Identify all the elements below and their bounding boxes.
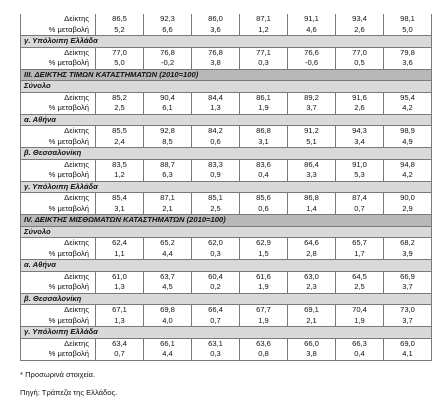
table-cell: 4,4 [144, 249, 192, 260]
footnote-source: Πηγή: Τράπεζα της Ελλάδος. [20, 388, 118, 397]
row-label: % μεταβολή [21, 58, 96, 69]
subsection-title: α. Αθήνα [21, 260, 432, 272]
row-label: Δείκτης [21, 238, 96, 249]
table-cell: 83,3 [192, 159, 240, 170]
table-row [21, 338, 432, 349]
row-label: % μεταβολή [21, 249, 96, 260]
table-cell: 60,4 [192, 271, 240, 282]
table-cell: 1,2 [240, 25, 288, 36]
table-cell: 86,1 [240, 92, 288, 103]
row-label: Δείκτης [21, 47, 96, 58]
table-cell: 1,1 [96, 249, 144, 260]
table-cell: 0,6 [192, 137, 240, 148]
table-row [21, 170, 432, 181]
table-cell: 0,7 [192, 316, 240, 327]
table-cell: 86,8 [288, 193, 336, 204]
table-cell: 5,0 [96, 58, 144, 69]
table-row [21, 92, 432, 103]
table-row [21, 58, 432, 69]
table-cell: 67,1 [96, 305, 144, 316]
section-title: IV. ΔΕΙΚΤΗΣ ΜΙΣΘΩΜΑΤΩΝ ΚΑΤΑΣΤΗΜΑΤΩΝ (2010=100) [21, 215, 432, 227]
table-cell: 77,1 [240, 47, 288, 58]
table-row [21, 14, 432, 25]
row-label: Δείκτης [21, 338, 96, 349]
table-cell: 68,2 [384, 238, 432, 249]
row-label: % μεταβολή [21, 170, 96, 181]
table-cell: 1,5 [240, 249, 288, 260]
row-label: % μεταβολή [21, 349, 96, 360]
table-cell: 3,7 [384, 316, 432, 327]
table-cell: 4,9 [384, 137, 432, 148]
table-cell: 85,6 [240, 193, 288, 204]
table-cell: 2,1 [144, 204, 192, 215]
table-cell: 86,5 [96, 14, 144, 25]
table-cell: 0,8 [240, 349, 288, 360]
table-cell: 84,4 [192, 92, 240, 103]
table-cell: 66,1 [144, 338, 192, 349]
table-cell: 1,4 [288, 204, 336, 215]
table-cell: 6,6 [144, 25, 192, 36]
subsection-header [21, 293, 432, 305]
table-cell: 67,7 [240, 305, 288, 316]
table-cell: 93,4 [336, 14, 384, 25]
table-cell: 63,0 [288, 271, 336, 282]
table-cell: 77,0 [96, 47, 144, 58]
table-cell: 6,3 [144, 170, 192, 181]
table-cell: 69,0 [384, 338, 432, 349]
table-cell: 0,5 [336, 58, 384, 69]
table-row [21, 126, 432, 137]
table-cell: 3,8 [192, 58, 240, 69]
subsection-title: Σύνολο [21, 81, 432, 93]
subsection-header [21, 260, 432, 272]
table-row [21, 305, 432, 316]
subsection-title: Σύνολο [21, 226, 432, 238]
table-cell: 2,8 [288, 249, 336, 260]
subsection-header [21, 226, 432, 238]
row-label: Δείκτης [21, 14, 96, 25]
table-cell: 84,2 [192, 126, 240, 137]
subsection-header [21, 181, 432, 193]
table-cell: 98,9 [384, 126, 432, 137]
table-cell: 95,4 [384, 92, 432, 103]
table-row [21, 47, 432, 58]
table-cell: 90,0 [384, 193, 432, 204]
table-cell: 87,1 [240, 14, 288, 25]
table-cell: 0,6 [240, 204, 288, 215]
subsection-title: γ. Υπόλοιπη Ελλάδα [21, 36, 432, 48]
subsection-header [21, 327, 432, 339]
table-cell: 1,7 [336, 249, 384, 260]
table-cell: 61,0 [96, 271, 144, 282]
table-cell: 70,4 [336, 305, 384, 316]
section-header [21, 69, 432, 81]
table-cell: 0,3 [240, 58, 288, 69]
table-cell: 64,5 [336, 271, 384, 282]
table-cell: 98,1 [384, 14, 432, 25]
table-cell: 92,8 [144, 126, 192, 137]
table-cell: 63,6 [240, 338, 288, 349]
row-label: % μεταβολή [21, 316, 96, 327]
section-title: III. ΔΕΙΚΤΗΣ ΤΙΜΩΝ ΚΑΤΑΣΤΗΜΑΤΩΝ (2010=100) [21, 69, 432, 81]
subsection-header [21, 114, 432, 126]
table-cell: 5,2 [96, 25, 144, 36]
table-cell: 2,5 [336, 282, 384, 293]
table-cell: 1,3 [192, 103, 240, 114]
table-cell: 85,1 [192, 193, 240, 204]
table-cell: 73,0 [384, 305, 432, 316]
table-cell: 65,7 [336, 238, 384, 249]
table-cell: 4,0 [144, 316, 192, 327]
row-label: Δείκτης [21, 305, 96, 316]
table-cell: 64,6 [288, 238, 336, 249]
section-header [21, 215, 432, 227]
table-row [21, 103, 432, 114]
table-cell: 0,2 [192, 282, 240, 293]
table-cell: 86,4 [288, 159, 336, 170]
table-row [21, 271, 432, 282]
table-cell: 3,1 [240, 137, 288, 148]
table-row [21, 282, 432, 293]
table-cell: 0,7 [336, 204, 384, 215]
table-row [21, 349, 432, 360]
table-cell: 69,1 [288, 305, 336, 316]
table-cell: 0,7 [96, 349, 144, 360]
row-label: % μεταβολή [21, 137, 96, 148]
table-cell: 3,6 [192, 25, 240, 36]
table-cell: 1,9 [240, 103, 288, 114]
table-cell: 62,4 [96, 238, 144, 249]
table-cell: 4,6 [288, 25, 336, 36]
table-cell: 63,1 [192, 338, 240, 349]
table-cell: 1,3 [96, 282, 144, 293]
table-cell: 61,6 [240, 271, 288, 282]
table-row [21, 238, 432, 249]
table-cell: 2,5 [192, 204, 240, 215]
table-cell: 66,9 [384, 271, 432, 282]
table-cell: 1,2 [96, 170, 144, 181]
table-row [21, 316, 432, 327]
table-cell: 86,0 [192, 14, 240, 25]
table-cell: 65,2 [144, 238, 192, 249]
table-cell: 76,6 [288, 47, 336, 58]
table-cell: 69,8 [144, 305, 192, 316]
table-cell: 0,3 [192, 249, 240, 260]
table-cell: 3,4 [336, 137, 384, 148]
subsection-title: α. Αθήνα [21, 114, 432, 126]
table-cell: 5,1 [288, 137, 336, 148]
table-cell: -0,6 [288, 58, 336, 69]
table-cell: 1,3 [96, 316, 144, 327]
table-cell: 87,1 [144, 193, 192, 204]
table-cell: 0,3 [192, 349, 240, 360]
table-cell: 1,9 [336, 316, 384, 327]
table-cell: 3,6 [384, 58, 432, 69]
table-cell: 66,4 [192, 305, 240, 316]
table-cell: 92,3 [144, 14, 192, 25]
table-cell: -0,2 [144, 58, 192, 69]
table-row [21, 193, 432, 204]
table-cell: 76,8 [144, 47, 192, 58]
table-cell: 85,2 [96, 92, 144, 103]
table-cell: 0,9 [192, 170, 240, 181]
row-label: Δείκτης [21, 193, 96, 204]
table-cell: 4,2 [384, 103, 432, 114]
table-cell: 2,5 [96, 103, 144, 114]
table-cell: 91,1 [288, 14, 336, 25]
table-cell: 3,7 [384, 282, 432, 293]
table-cell: 62,9 [240, 238, 288, 249]
table-cell: 2,6 [336, 103, 384, 114]
table-row [21, 25, 432, 36]
subsection-header [21, 81, 432, 93]
table-cell: 85,5 [96, 126, 144, 137]
table-cell: 77,0 [336, 47, 384, 58]
row-label: Δείκτης [21, 126, 96, 137]
table-row [21, 137, 432, 148]
table-cell: 90,4 [144, 92, 192, 103]
table-cell: 66,3 [336, 338, 384, 349]
table-cell: 2,1 [288, 316, 336, 327]
table-cell: 88,7 [144, 159, 192, 170]
row-label: % μεταβολή [21, 282, 96, 293]
table-cell: 3,8 [288, 349, 336, 360]
row-label: % μεταβολή [21, 25, 96, 36]
table-cell: 3,3 [288, 170, 336, 181]
subsection-header [21, 148, 432, 160]
table-cell: 4,4 [144, 349, 192, 360]
subsection-title: γ. Υπόλοιπη Ελλάδα [21, 181, 432, 193]
table-cell: 0,4 [240, 170, 288, 181]
table-cell: 4,5 [144, 282, 192, 293]
subsection-header [21, 36, 432, 48]
row-label: Δείκτης [21, 92, 96, 103]
subsection-title: β. Θεσσαλονίκη [21, 148, 432, 160]
table-cell: 66,0 [288, 338, 336, 349]
table-cell: 87,4 [336, 193, 384, 204]
table-cell: 3,7 [288, 103, 336, 114]
subsection-title: β. Θεσσαλονίκη [21, 293, 432, 305]
table-cell: 2,9 [384, 204, 432, 215]
table-cell: 5,0 [384, 25, 432, 36]
table-cell: 76,8 [192, 47, 240, 58]
table-cell: 6,1 [144, 103, 192, 114]
table-cell: 79,8 [384, 47, 432, 58]
row-label: % μεταβολή [21, 204, 96, 215]
table-cell: 63,7 [144, 271, 192, 282]
table-cell: 4,1 [384, 349, 432, 360]
table-cell: 2,4 [96, 137, 144, 148]
table-cell: 2,3 [288, 282, 336, 293]
table-cell: 83,5 [96, 159, 144, 170]
table-row [21, 159, 432, 170]
subsection-title: γ. Υπόλοιπη Ελλάδα [21, 327, 432, 339]
table-cell: 1,9 [240, 316, 288, 327]
table-cell: 3,9 [384, 249, 432, 260]
footnote-provisional: * Προσωρινά στοιχεία. [20, 370, 96, 379]
table-cell: 89,2 [288, 92, 336, 103]
table-cell: 86,8 [240, 126, 288, 137]
table-cell: 94,8 [384, 159, 432, 170]
table-cell: 62,0 [192, 238, 240, 249]
row-label: Δείκτης [21, 271, 96, 282]
table-row [21, 204, 432, 215]
row-label: Δείκτης [21, 159, 96, 170]
index-table [20, 14, 432, 361]
table-cell: 91,2 [288, 126, 336, 137]
row-label: % μεταβολή [21, 103, 96, 114]
table-cell: 85,4 [96, 193, 144, 204]
table-cell: 83,6 [240, 159, 288, 170]
table-cell: 4,2 [384, 170, 432, 181]
table-cell: 91,0 [336, 159, 384, 170]
table-cell: 91,6 [336, 92, 384, 103]
table-cell: 3,1 [96, 204, 144, 215]
table-row [21, 249, 432, 260]
table-cell: 1,9 [240, 282, 288, 293]
table-cell: 63,4 [96, 338, 144, 349]
table-cell: 94,3 [336, 126, 384, 137]
table-cell: 8,5 [144, 137, 192, 148]
table-cell: 5,3 [336, 170, 384, 181]
table-cell: 0,4 [336, 349, 384, 360]
table-cell: 2,6 [336, 25, 384, 36]
